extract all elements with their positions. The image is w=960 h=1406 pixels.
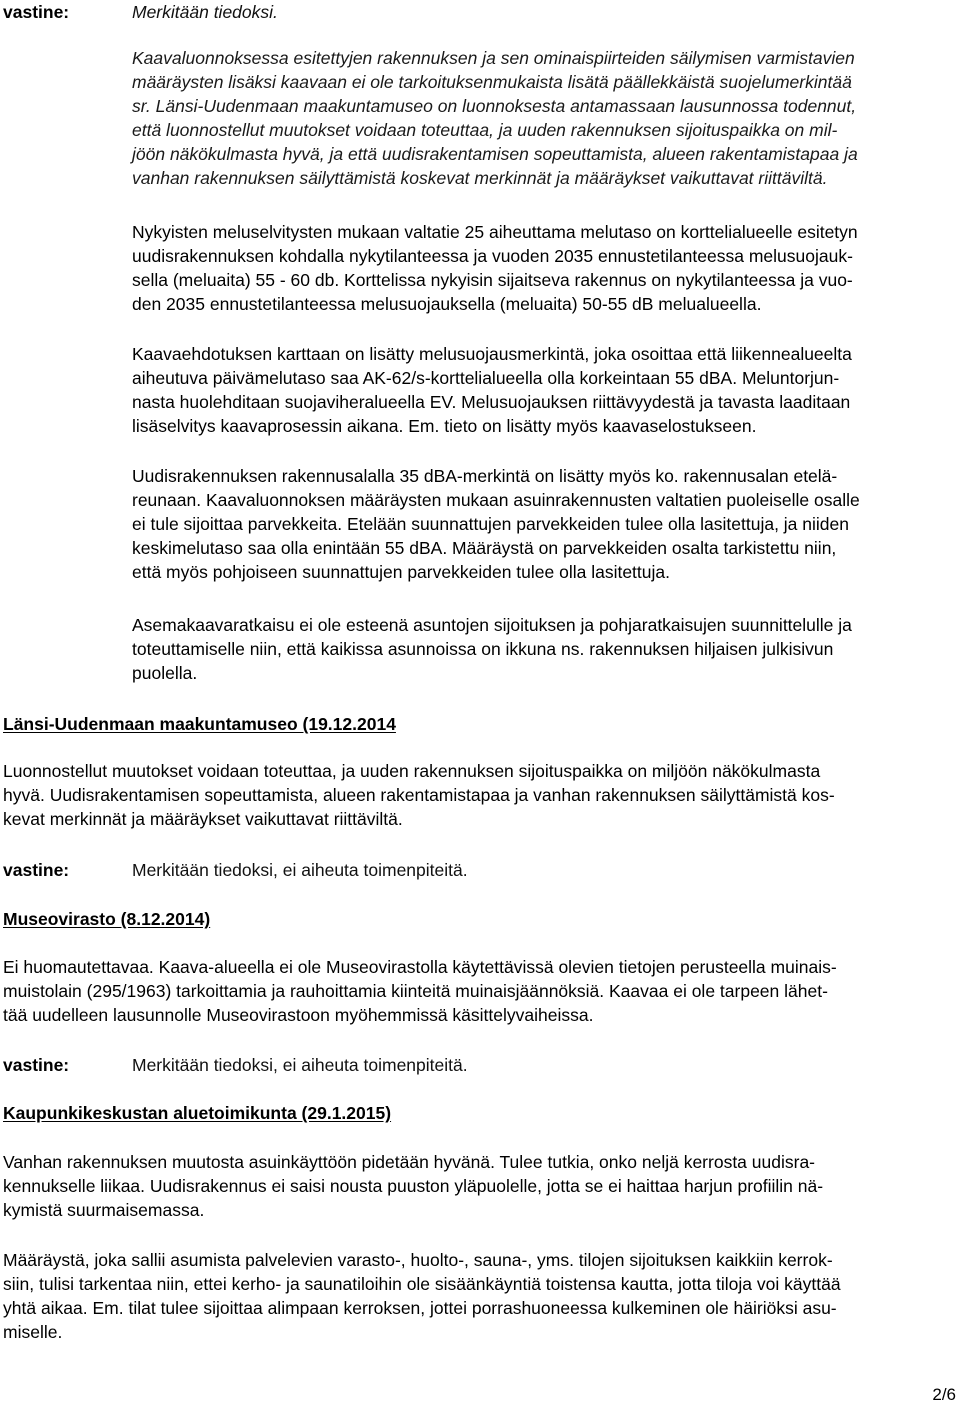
response-paragraph-3 xyxy=(0,342,960,438)
text-line: muistolain (295/1963) tarkoittamia ja rauhoittamia kiinteitä muinaisjäännöksiä. Kaavaa ei ole tarpeen lähet- xyxy=(3,981,828,1001)
text-line: sr. Länsi-Uudenmaan maakuntamuseo on luonnoksesta antamassaan lausunnossa todennut, xyxy=(132,96,857,116)
text-line: Luonnostellut muutokset voidaan toteuttaa, ja uuden rakennuksen sijoituspaikka on miljöön näkökulmasta xyxy=(3,761,821,781)
section-heading-maakuntamuseo: Länsi-Uudenmaan maakuntamuseo (19.12.2014 xyxy=(3,714,396,734)
section-heading-aluetoimikunta: Kaupunkikeskustan aluetoimikunta (29.1.2015) xyxy=(3,1103,392,1123)
text-line: jöön näkökulmasta hyvä, ja että uudisrakentamisen sopeuttamista, alueen rakentamistapaa ja xyxy=(132,144,858,164)
vastine-label: vastine: xyxy=(3,2,70,22)
text-line: keskimelutaso saa olla enintään 55 dBA. Määräystä on parvekkeiden osalta tarkistettu niin, xyxy=(132,538,837,558)
text-line: miselle. xyxy=(3,1322,63,1342)
text-line: Kaavaehdotuksen karttaan on lisätty melusuojausmerkintä, joka osoittaa että liikennealueelta xyxy=(132,344,852,364)
text-line: den 2035 ennustetilanteessa melusuojauksella (meluaita) 50-55 dB melualueella. xyxy=(132,294,762,314)
text-line: lisäselvitys kaavaprosessin aikana. Em. tieto on lisätty myös kaavaselostukseen. xyxy=(132,416,757,436)
text-line: Vanhan rakennuksen muutosta asuinkäyttöön pidetään hyvänä. Tulee tutkia, onko neljä kerrosta uudisra- xyxy=(3,1152,815,1172)
text-line: Kaavaluonnoksessa esitettyjen rakennuksen ja sen ominaispiirteiden säilymisen varmistavien xyxy=(132,48,855,68)
vastine-label: vastine: xyxy=(3,1055,70,1075)
text-line: ei tule sijoittaa parvekkeita. Etelään suunnattujen parvekkeiden tulee olla lasitettuja, ja niiden xyxy=(132,514,849,534)
text-line: Asemakaavaratkaisu ei ole esteenä asuntojen sijoituksen ja pohjaratkaisujen suunnittelulle ja xyxy=(132,615,852,635)
text-line: yhtä aikaa. Em. tilat tulee sijoittaa alimpaan kerroksen, jottei porrashuoneessa kulkeminen ole häiriöksi asu- xyxy=(3,1298,837,1318)
text-line: tää uudelleen lausunnolle Museovirastoon myöhemmissä käsittelyvaiheissa. xyxy=(3,1005,594,1025)
text-line: vanhan rakennuksen säilyttämistä koskevat merkinnät ja määräykset vaikuttavat riittäviltä. xyxy=(132,168,828,188)
text-line: Nykyisten meluselvitysten mukaan valtatie 25 aiheuttama melutaso on korttelialueelle esitetyn xyxy=(132,222,858,242)
text-line: siin, tulisi tarkentaa niin, ettei kerho- ja saunatiloihin ole sisäänkäyntiä toistensa kautta, jotta tiloja voi käyttää xyxy=(3,1274,841,1294)
response-paragraph-1 xyxy=(0,46,960,190)
text-line: hyvä. Uudisrakentamisen sopeuttamista, alueen rakentamistapaa ja vanhan rakennuksen säilyttämistä kos- xyxy=(3,785,835,805)
response-paragraph-2 xyxy=(0,220,960,316)
text-line: Määräystä, joka sallii asumista palvelevien varasto-, huolto-, sauna-, yms. tilojen sijoituksen kaikkiin kerrok- xyxy=(3,1250,833,1270)
section-heading-museovirasto: Museovirasto (8.12.2014) xyxy=(3,909,211,929)
vastine-text: Merkitään tiedoksi, ei aiheuta toimenpiteitä. xyxy=(132,1055,468,1075)
section-1-text xyxy=(0,759,960,831)
text-line: reunaan. Kaavaluonnoksen määräysten mukaan asuinrakennusten valtatien puoleiselle osalle xyxy=(132,490,860,510)
vastine-text: Merkitään tiedoksi. xyxy=(132,2,278,22)
text-line: että myös pohjoiseen suunnattujen parvekkeiden tulee olla lasitettuja. xyxy=(132,562,670,582)
vastine-label: vastine: xyxy=(3,860,70,880)
text-line: aiheutuva päivämelutaso saa AK-62/s-korttelialueella olla korkeintaan 55 dBA. Meluntorjun- xyxy=(132,368,840,388)
response-paragraph-5 xyxy=(0,613,960,685)
text-line: Uudisrakennuksen rakennusalalla 35 dBA-merkintä on lisätty myös ko. rakennusalan etelä- xyxy=(132,466,838,486)
text-line: sella (meluaita) 55 - 60 db. Korttelissa nykyisin sijaitseva rakennus on nykytilanteessa ja vuo- xyxy=(132,270,853,290)
text-line: kennukselle liikaa. Uudisrakennus ei saisi nousta puuston yläpuolelle, jotta se ei haittaa harjun profiilin nä- xyxy=(3,1176,824,1196)
text-line: määräysten lisäksi kaavaan ei ole tarkoituksenmukaista lisätä päällekkäistä suojelumerkintää xyxy=(132,72,852,92)
section-3-paragraph-1 xyxy=(0,1150,960,1222)
response-paragraph-4 xyxy=(0,464,960,584)
page-number: 2/6 xyxy=(932,1385,956,1404)
text-line: että luonnostellut muutokset voidaan toteuttaa, ja uuden rakennuksen sijoituspaikka on mil- xyxy=(132,120,838,140)
text-line: Ei huomautettavaa. Kaava-alueella ei ole Museovirastolla käytettävissä olevien tietojen perusteella muinais- xyxy=(3,957,837,977)
text-line: puolella. xyxy=(132,663,198,683)
text-line: toteuttamiselle niin, että kaikissa asunnoissa on ikkuna ns. rakennuksen hiljaisen julkisivun xyxy=(132,639,834,659)
section-2-text xyxy=(0,955,960,1027)
text-line: kevat merkinnät ja määräykset vaikuttavat riittäviltä. xyxy=(3,809,403,829)
text-line: nasta huolehditaan suojaviheralueella EV. Melusuojauksen riittävyydestä ja tavasta laaditaan xyxy=(132,392,851,412)
section-3-paragraph-2 xyxy=(0,1248,960,1344)
text-line: kymistä suurmaisemassa. xyxy=(3,1200,205,1220)
text-line: uudisrakennuksen kohdalla nykytilanteessa ja vuoden 2035 ennustetilanteessa melusuojauk- xyxy=(132,246,853,266)
vastine-text: Merkitään tiedoksi, ei aiheuta toimenpiteitä. xyxy=(132,860,468,880)
